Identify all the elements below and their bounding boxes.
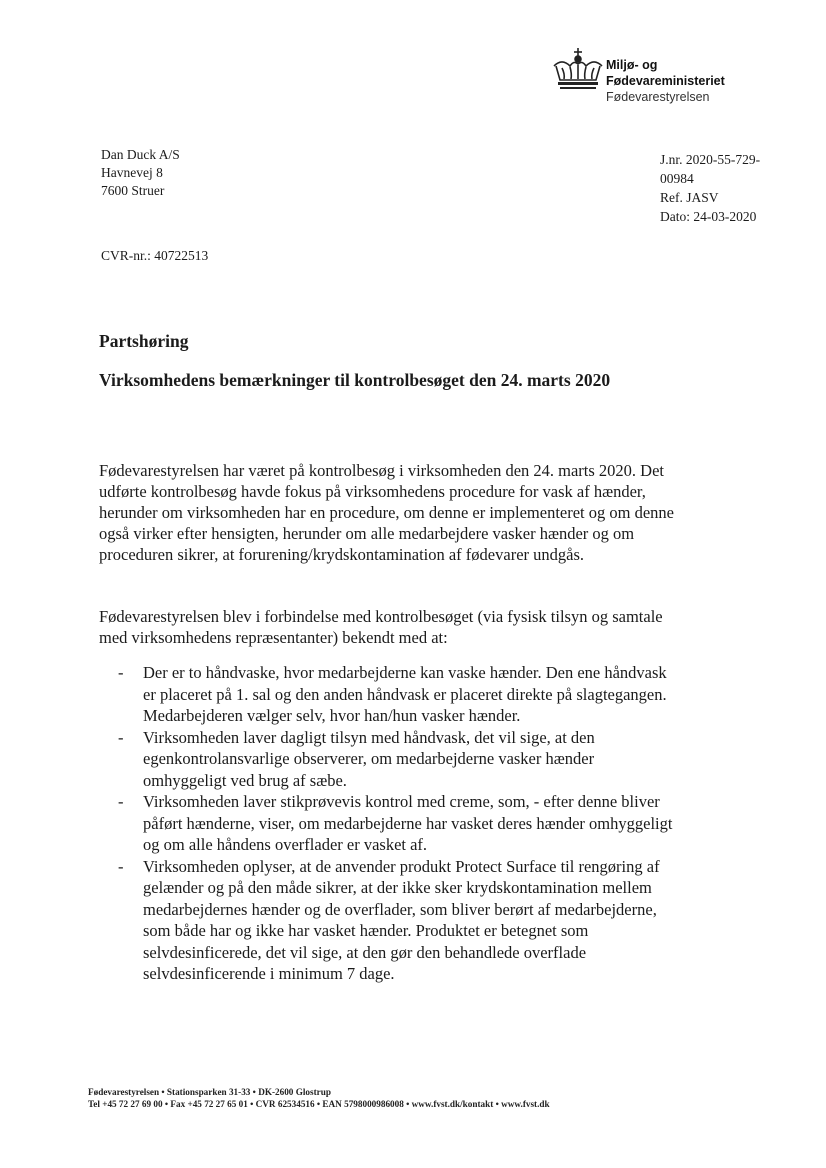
recipient-address bbox=[101, 146, 180, 200]
footer-address: Fødevarestyrelsen • Stationsparken 31-33 • DK-2600 Glostrup bbox=[88, 1087, 331, 1097]
ministry-line2: Fødevareministeriet bbox=[606, 74, 725, 88]
crown-icon bbox=[548, 46, 608, 92]
paragraph-intro: Fødevarestyrelsen har været på kontrolbesøg i virksomheden den 24. marts 2020. Det udførte kontrolbesøg havde fokus på virksomhedens procedure for vask af hænder, herunder om virksomheden har en procedure, om denne er implementeret og om denne også virker efter hensigten, herunder om alle medarbejdere vasker hænder og om proceduren sikrer, at forurening/krydskontamination af fødevarer undgås. bbox=[99, 461, 675, 564]
footer bbox=[88, 1086, 550, 1110]
list-item-text: Virksomheden laver stikprøvevis kontrol med creme, som, - efter denne bliver påført hænderne, viser, om medarbejderne har vasket deres hænder omhyggeligt og om alle håndens overflader er vasket af. bbox=[143, 792, 673, 854]
bullet-marker: - bbox=[118, 856, 124, 876]
list-item-text: Der er to håndvaske, hvor medarbejderne kan vaske hænder. Den ene håndvask er placeret på 1. sal og den anden håndvask er placeret direkte på slagtegangen. Medarbejderen vælger selv, hvor han/hun vasker hænder. bbox=[143, 663, 667, 725]
list-item bbox=[118, 727, 678, 792]
list-item-text: Virksomheden laver dagligt tilsyn med håndvask, det vil sige, at den egenkontrolansvarlige observerer, om medarbejderne vasker hænder omhyggeligt ved brug af sæbe. bbox=[143, 727, 595, 790]
reference-block bbox=[660, 150, 795, 226]
bullet-marker: - bbox=[118, 792, 124, 811]
list-item-text: Virksomheden oplyser, at de anvender produkt Protect Surface til rengøring af gelænder og på den måde sikrer, at der ikke sker krydskontamination mellem medarbejdernes hænder og de overflader, som bliver berørt af medarbejderne, som både har og ikke har vasket hænder. Produktet er betegnet som selvdesinficerede, det vil sige, at den gør den behandlede overflade selvdesinficerende i minimum 7 dage. bbox=[143, 856, 660, 983]
document-title: Partshøring bbox=[99, 331, 189, 351]
journal-number-line2: 00984 bbox=[660, 171, 694, 186]
bullet-marker: - bbox=[118, 727, 124, 747]
journal-number-line1: J.nr. 2020-55-729- bbox=[660, 152, 761, 167]
agency-name: Fødevarestyrelsen bbox=[606, 90, 710, 104]
list-item bbox=[118, 856, 678, 985]
paragraph-findings: Fødevarestyrelsen blev i forbindelse med kontrolbesøget (via fysisk tilsyn og samtale med virksomhedens repræsentanter) bekendt med at: bbox=[99, 607, 663, 647]
recipient-city: 7600 Struer bbox=[101, 183, 165, 198]
letter-date: Dato: 24-03-2020 bbox=[660, 209, 757, 224]
ministry-name bbox=[606, 57, 725, 105]
list-item bbox=[118, 791, 678, 856]
bullet-marker: - bbox=[118, 663, 124, 682]
footer-contact: Tel +45 72 27 69 00 • Fax +45 72 27 65 01 • CVR 62534516 • EAN 5798000986008 • www.fvst.dk/kontakt • www.fvst.dk bbox=[88, 1099, 550, 1109]
cvr-number: CVR-nr.: 40722513 bbox=[101, 248, 209, 263]
recipient-name: Dan Duck A/S bbox=[101, 147, 180, 162]
recipient-street: Havnevej 8 bbox=[101, 165, 163, 180]
document-subtitle: Virksomhedens bemærkninger til kontrolbesøget den 24. marts 2020 bbox=[99, 370, 611, 390]
ministry-line1: Miljø- og bbox=[606, 58, 658, 72]
list-item bbox=[118, 662, 678, 727]
findings-list bbox=[118, 662, 678, 985]
reference-code: Ref. JASV bbox=[660, 190, 719, 205]
